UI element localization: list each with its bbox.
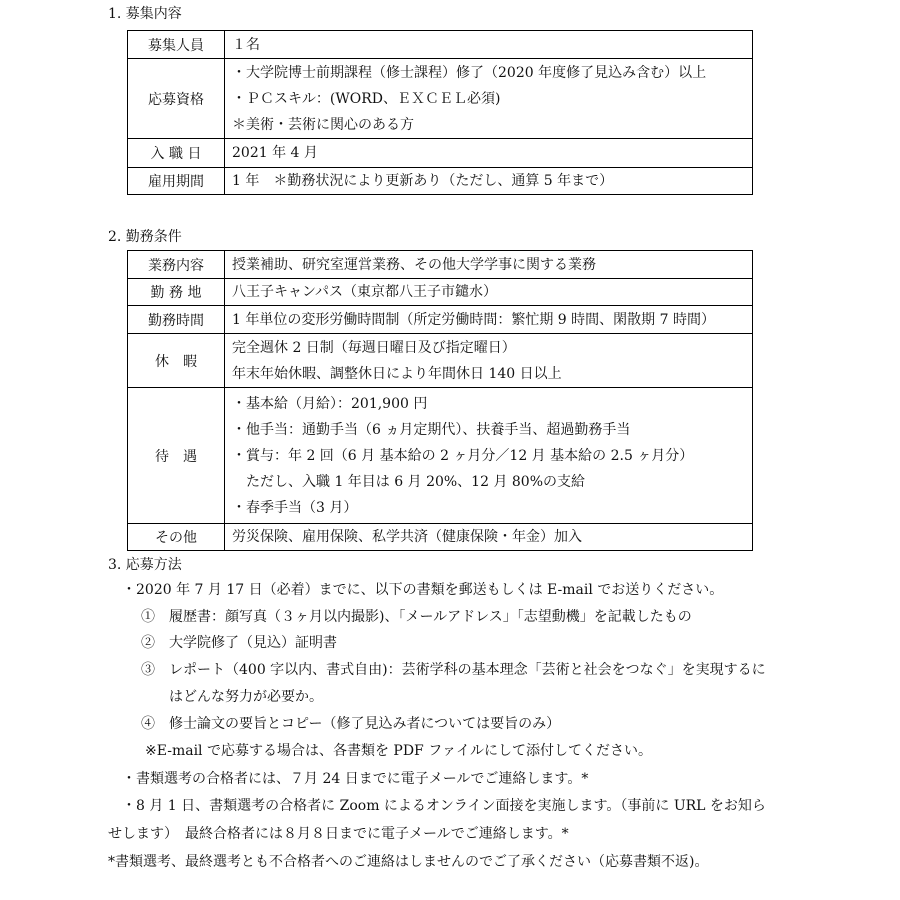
table-row	[128, 524, 753, 551]
value-line: １名	[232, 36, 260, 53]
value-line: ・基本給（月給）：201,900 円	[232, 395, 428, 412]
section1-heading: 1. 募集内容	[108, 6, 182, 22]
value-line: 八王子キャンパス（東京都八王子市鑓水）	[232, 284, 498, 300]
value-line: ただし、入職 1 年目は 6 月 20%、12 月 80%の支給	[232, 473, 586, 490]
row-value	[225, 334, 753, 388]
row-label: 休 暇	[128, 334, 225, 388]
document-item: ① 履歴書：顔写真（３ヶ月以内撮影)、「メールアドレス」「志望動機」を記載したもの	[141, 609, 692, 625]
value-line: ・他手当：通勤手当（6 ヵ月定期代）、扶養手当、超過勤務手当	[232, 421, 631, 438]
document-item: ④ 修士論文の要旨とコピー（修了見込み者については要旨のみ）	[141, 716, 561, 732]
row-label: 勤務時間	[128, 306, 225, 334]
table-row	[128, 279, 753, 306]
value-line: 1 年 ＊勤務状況により更新あり（ただし、通算 5 年まで）	[232, 173, 614, 189]
value-line: ・春季手当（3 月）	[232, 499, 358, 516]
value-line: ＊美術・芸術に関心のある方	[232, 116, 414, 133]
row-value	[225, 279, 753, 306]
row-value	[225, 31, 753, 59]
value-line: 年末年始休暇、調整休日により年間休日 140 日以上	[232, 365, 562, 382]
row-label: その他	[128, 524, 225, 551]
value-line: 完全週休 2 日制（毎週日曜日及び指定曜日）	[232, 339, 516, 356]
row-value	[225, 168, 753, 195]
row-label: 待 遇	[128, 388, 225, 524]
table-row	[128, 139, 753, 168]
row-label: 募集人員	[128, 31, 225, 59]
section2-heading: 2. 勤務条件	[108, 229, 182, 245]
notice-line: ・8 月 1 日、書類選考の合格者に Zoom によるオンライン面接を実施します。（事前に URL をお知ら	[122, 798, 766, 814]
document-item: ③ レポート（400 字以内、書式自由)：芸術学科の基本理念「芸術と社会をつなぐ」を実現するに	[141, 662, 766, 678]
value-line: 1 年単位の変形労働時間制（所定労働時間：繁忙期 9 時間、閑散期 7 時間）	[232, 311, 715, 328]
row-value	[225, 251, 753, 279]
disclaimer-line: *書類選考、最終選考とも不合格者へのご連絡はしませんのでご了承ください（応募書類不返)。	[108, 854, 709, 870]
document-item: ② 大学院修了（見込）証明書	[141, 635, 337, 651]
table-row	[128, 31, 753, 59]
value-line: 授業補助、研究室運営業務、その他大学学事に関する業務	[232, 256, 596, 273]
row-value	[225, 306, 753, 334]
value-line: ・ＰＣスキル：(WORD、ＥＸＣＥＬ必須)	[232, 90, 501, 107]
notice-line: ・書類選考の合格者には、７月 24 日までに電子メールでご連絡します。*	[122, 771, 589, 787]
row-value	[225, 388, 753, 524]
table-row	[128, 59, 753, 139]
value-line: 2021 年 4 月	[232, 145, 318, 161]
notice-line-continued: せします） 最終合格者には８月８日までに電子メールでご連絡します。*	[108, 826, 569, 842]
section3-heading: 3. 応募方法	[108, 557, 182, 573]
working-conditions-table	[127, 250, 753, 551]
instruction-line: ・2020 年 7 月 17 日（必着）までに、以下の書類を郵送もしくは E-mail でお送りください。	[122, 582, 724, 598]
row-label: 入 職 日	[128, 139, 225, 168]
table-row	[128, 251, 753, 279]
row-label: 雇用期間	[128, 168, 225, 195]
table-row	[128, 388, 753, 524]
table-row	[128, 334, 753, 388]
row-label: 業務内容	[128, 251, 225, 279]
recruitment-table	[127, 30, 753, 195]
value-line: 労災保険、雇用保険、私学共済（健康保険・年金）加入	[232, 529, 582, 545]
row-label: 勤 務 地	[128, 279, 225, 306]
row-label: 応募資格	[128, 59, 225, 139]
row-value	[225, 139, 753, 168]
email-note: ※E-mail で応募する場合は、各書類を PDF ファイルにして添付してください。	[145, 743, 652, 759]
table-row	[128, 306, 753, 334]
row-value	[225, 59, 753, 139]
document-item-continued: はどんな努力が必要か。	[169, 689, 323, 705]
value-line: ・大学院博士前期課程（修士課程）修了（2020 年度修了見込み含む）以上	[232, 64, 707, 81]
table-row	[128, 168, 753, 195]
row-value	[225, 524, 753, 551]
value-line: ・賞与：年 2 回（6 月 基本給の 2 ヶ月分／12 月 基本給の 2.5 ヶ月分）	[232, 447, 694, 464]
